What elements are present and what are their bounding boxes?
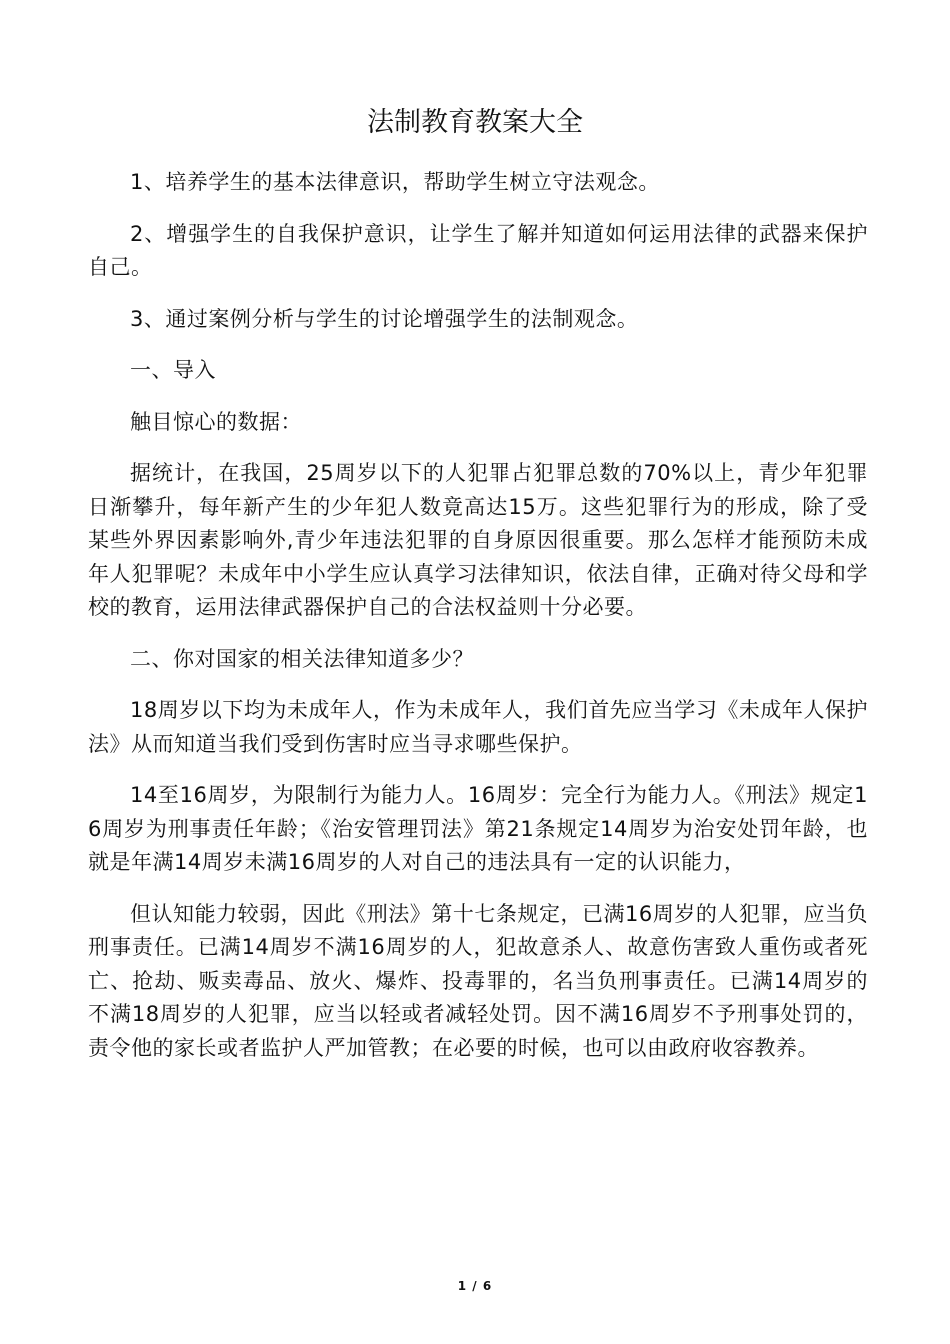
criminal-law-paragraph: 但认知能力较弱，因此《刑法》第十七条规定，已满16周岁的人犯罪，应当负刑事责任。已满14周岁不满16周岁的人，犯故意杀人、故意伤害致人重伤或者死亡、抢劫、贩卖毒品、放火、爆炸、投毒罪的，名当负刑事责任。已满14周岁的不满18周岁的人犯罪，应当以轻或者减轻处罚。因不满16周岁不予刑事处罚的，责令他的家长或者监护人严加管教；在必要的时候，也可以由政府收容教养。 [88, 901, 868, 1060]
age-responsibility-paragraph: 14至16周岁，为限制行为能力人。16周岁：完全行为能力人。《刑法》规定16周岁为刑事责任年龄；《治安管理罚法》第21条规定14周岁为治安处罚年龄，也就是年满14周岁未满16周岁的人对自己的违法具有一定的认识能力， [88, 783, 868, 874]
objective-paragraph-1: 1、培养学生的基本法律意识，帮助学生树立守法观念。 [130, 170, 660, 194]
section-heading-law-knowledge: 二、你对国家的相关法律知道多少？ [130, 646, 474, 671]
objective-paragraph-3: 3、通过案例分析与学生的讨论增强学生的法制观念。 [130, 306, 639, 331]
statistics-paragraph: 据统计，在我国，25周岁以下的人犯罪占犯罪总数的70%以上，青少年犯罪日渐攀升，每年新产生的少年犯人数竟高达15万。这些犯罪行为的形成，除了受某些外界因素影响外,青少年违法犯罪的自身原因很重要。那么怎样才能预防未成年人犯罪呢？未成年中小学生应认真学习法律知识，依法自律，正确对待父母和学校的教育，运用法律武器保护自己的合法权益则十分必要。 [88, 461, 868, 619]
document-title: 法制教育教案大全 [367, 107, 583, 138]
minor-definition-paragraph: 18周岁以下均为未成年人，作为未成年人，我们首先应当学习《未成年人保护法》从而知道当我们受到伤害时应当寻求哪些保护。 [88, 698, 868, 756]
objective-paragraph-2: 2、增强学生的自我保护意识，让学生了解并知道如何运用法律的武器来保护自己。 [88, 221, 868, 279]
document-body [88, 166, 868, 1083]
page-number: 1 / 6 [457, 1279, 493, 1293]
data-heading: 触目惊心的数据： [130, 409, 302, 434]
section-heading-intro: 一、导入 [130, 358, 216, 382]
